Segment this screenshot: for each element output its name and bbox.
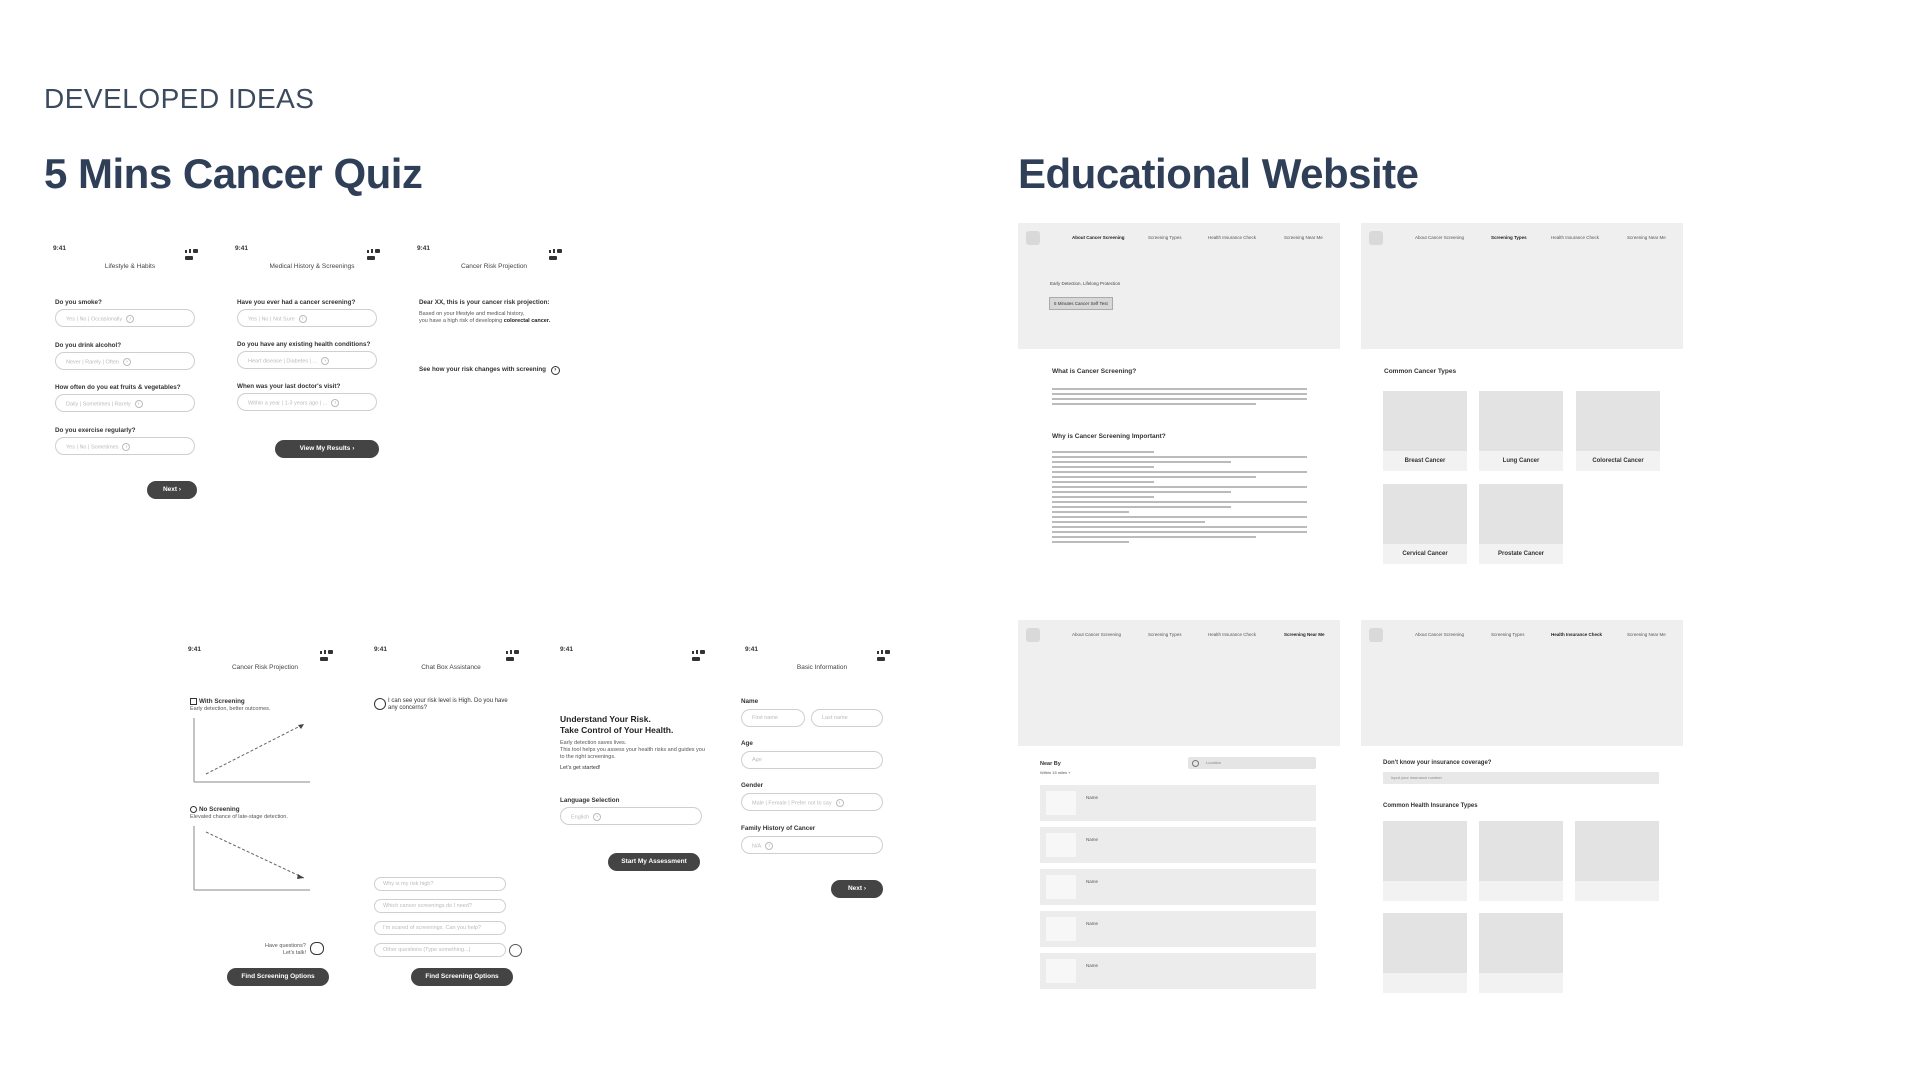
status-icons [365,246,389,251]
assistant-avatar-icon [374,698,386,710]
status-time: 9:41 [560,646,574,653]
chat-option[interactable]: Why is my risk high? [374,877,506,891]
nav-screening-types[interactable]: Screening Types [1148,632,1182,637]
nav-screening-types[interactable]: Screening Types [1148,235,1182,240]
find-screening-button[interactable]: Find Screening Options [411,968,513,986]
insurance-type-card[interactable] [1479,821,1563,901]
arrow-circle-icon: › [551,366,560,375]
field-placeholder: Male | Female | Prefer not to say [752,800,832,807]
field-placeholder: Yes | No | Not Sure [248,316,295,323]
no-screening-label: No Screening [190,806,240,813]
nav-near-me[interactable]: Screening Near Me [1627,235,1666,240]
hero-banner [1018,620,1340,746]
checkbox-icon [190,698,197,705]
field-placeholder: Daily | Sometimes | Rarely [66,401,131,408]
risk-type: colorectal cancer. [503,318,551,324]
screen-title: Lifestyle & Habits [104,263,156,270]
nav-insurance[interactable]: Health Insurance Check [1208,632,1257,637]
first-name-field[interactable]: First name [741,709,805,727]
status-time: 9:41 [745,646,759,653]
thumbnail [1046,875,1076,899]
status-time: 9:41 [374,646,388,653]
hero-banner [1018,223,1340,349]
screening-history-field[interactable] [237,309,377,327]
chat-icon[interactable] [310,942,324,955]
nav-insurance[interactable]: Health Insurance Check [1551,235,1600,240]
alcohol-field[interactable] [55,352,195,370]
chat-option[interactable]: Which cancer screenings do I need? [374,899,506,913]
field-placeholder: English [571,814,590,821]
self-test-button[interactable]: 5 Minutes Cancer Self Test [1049,297,1113,310]
logo [1026,628,1040,642]
next-button[interactable]: Next › [831,880,883,898]
hero-banner [1361,223,1683,349]
web-screening-types [1361,223,1683,583]
status-icons [318,647,342,652]
with-screening-graph [192,718,312,784]
fruits-field[interactable] [55,394,195,412]
nav-insurance[interactable]: Health Insurance Check [1208,235,1257,240]
screen-title: Basic Information [796,664,848,671]
cancer-types-heading: Common Cancer Types [1384,368,1457,375]
circle-x-icon [190,806,197,813]
chat-input[interactable]: Other questions (Type something...) [374,943,506,957]
gender-select[interactable] [741,793,883,811]
welcome-cta-text: Let's get started! [560,765,601,771]
cancer-type-card[interactable]: Prostate Cancer [1479,484,1563,564]
nav-screening-types[interactable]: Screening Types [1491,632,1525,637]
screen-chat-assistance [366,646,536,998]
chevron-icon: › [321,357,329,365]
logo [1369,628,1383,642]
next-button[interactable]: Next › [147,481,197,499]
body-text [1052,451,1307,546]
thumbnail [1046,833,1076,857]
nav-about[interactable]: About Cancer Screening [1072,632,1122,637]
nav-near-me[interactable]: Screening Near Me [1627,632,1666,637]
insurance-type-card[interactable] [1383,913,1467,993]
cancer-type-card[interactable]: Colorectal Cancer [1576,391,1660,471]
gender-label: Gender [741,782,764,789]
why-important-heading: Why is Cancer Screening Important? [1052,433,1166,440]
projection-line-1: Based on your lifestyle and medical history, [419,311,525,317]
screen-lifestyle-habits [45,245,215,545]
welcome-body: Early detection saves lives. This tool helps you assess your health risks and guides you to the right screenings. [560,740,705,760]
insurance-type-card[interactable] [1383,821,1467,901]
family-history-label: Family History of Cancer [741,825,816,832]
question-label: When was your last doctor's visit? [237,383,341,390]
family-history-select[interactable] [741,836,883,854]
nav-insurance[interactable]: Health Insurance Check [1551,632,1603,637]
screen-medical-history [227,245,397,545]
website-section-title: Educational Website [1018,150,1419,197]
start-assessment-button[interactable]: Start My Assessment [608,853,700,871]
conditions-field[interactable] [237,351,377,369]
find-screening-button[interactable]: Find Screening Options [227,968,329,986]
what-is-heading: What is Cancer Screening? [1052,368,1137,375]
exercise-field[interactable] [55,437,195,455]
last-name-field[interactable]: Last name [811,709,883,727]
tagline: Early Detection, Lifelong Protection [1050,281,1121,286]
thumbnail [1046,917,1076,941]
status-icons [547,246,571,251]
language-label: Language Selection [560,797,620,804]
question-label: Do you drink alcohol? [55,342,122,349]
location-pin-icon [1192,760,1199,767]
status-time: 9:41 [188,646,202,653]
status-icons [690,647,714,652]
screen-risk-projection [409,245,579,545]
questions-prompt: Have questions? Let's talk! [265,943,306,956]
chevron-icon: › [123,358,131,366]
screen-welcome [552,646,722,998]
thumbnail [1046,959,1076,983]
insurance-question-heading: Don't know your insurance coverage? [1383,760,1492,766]
assistant-message: I can see your risk level is High. Do you have any concerns? [388,698,508,711]
chevron-icon: › [135,400,143,408]
list-item[interactable]: Name [1040,827,1316,863]
list-item[interactable]: Name [1040,869,1316,905]
smoke-field[interactable] [55,309,195,327]
with-screening-sub: Early detection, better outcomes. [190,706,271,712]
insurance-types-heading: Common Health Insurance Types [1383,803,1478,809]
nav-about[interactable]: About Cancer Screening [1415,632,1465,637]
nav-about[interactable]: About Cancer Screening [1415,235,1465,240]
insurance-number-input[interactable]: Input your insurance number [1383,772,1659,784]
nav-about[interactable]: About Cancer Screening [1072,235,1125,240]
web-insurance-check [1361,620,1683,1000]
chevron-icon: › [593,813,601,821]
cancer-type-card[interactable]: Lung Cancer [1479,391,1563,471]
web-about-screening [1018,223,1340,583]
language-select[interactable] [560,807,702,825]
logo [1369,231,1383,245]
nav-near-me[interactable]: Screening Near Me [1284,235,1323,240]
body-text [1052,388,1307,408]
distance-filter[interactable]: Within 15 miles ˅ [1040,770,1071,775]
screen-risk-projection-chart [180,646,350,998]
quiz-section-title: 5 Mins Cancer Quiz [44,150,423,197]
chevron-icon: › [122,443,130,451]
section-overline: DEVELOPED IDEAS [44,83,315,114]
no-screening-sub: Elevated chance of late-stage detection. [190,814,288,820]
insurance-type-card[interactable] [1479,913,1563,993]
field-placeholder: Yes | No | Sometimes [66,444,119,451]
screen-title: Medical History & Screenings [269,263,355,270]
status-icons [183,246,207,251]
age-field[interactable]: Age [741,751,883,769]
nav-screening-types[interactable]: Screening Types [1491,235,1527,240]
screen-title: Chat Box Assistance [421,664,481,671]
question-label: Do you smoke? [55,299,102,306]
cancer-type-card[interactable]: Cervical Cancer [1383,484,1467,564]
near-by-heading: Near By [1040,761,1061,767]
no-screening-graph [192,826,312,892]
thumbnail [1046,791,1076,815]
projection-line-2: you have a high risk of developing colorectal cancer. [419,318,551,324]
hero-banner [1361,620,1683,746]
chevron-icon: › [836,799,844,807]
logo [1026,231,1040,245]
field-placeholder: Within a year | 1-3 years ago | ... [248,400,328,407]
status-time: 9:41 [53,245,67,252]
status-icons [875,647,899,652]
greeting: Dear XX, this is your cancer risk projection: [419,299,550,306]
screen-title: Cancer Risk Projection [460,263,528,270]
field-placeholder: Heart disease | Diabetes | ... [248,358,318,365]
user-avatar-icon [509,944,522,957]
screen-basic-information [737,646,907,998]
chevron-icon: › [331,399,339,407]
location-input[interactable]: Location [1188,757,1316,769]
name-label: Name [741,698,759,705]
chevron-icon: › [765,842,773,850]
list-item[interactable]: Name [1040,953,1316,989]
web-screening-near-me [1018,620,1340,1000]
cancer-type-card[interactable]: Breast Cancer [1383,391,1467,471]
view-results-button[interactable]: View My Results › [275,440,379,458]
nav-near-me[interactable]: Screening Near Me [1284,632,1325,637]
field-placeholder: N/A [752,843,762,850]
age-label: Age [741,740,753,747]
status-icons [504,647,528,652]
status-time: 9:41 [235,245,249,252]
chevron-icon: › [126,315,134,323]
list-item[interactable]: Name [1040,785,1316,821]
list-item[interactable]: Name [1040,911,1316,947]
status-time: 9:41 [417,245,431,252]
chat-option[interactable]: I'm scared of screenings. Can you help? [374,921,506,935]
question-label: Have you ever had a cancer screening? [237,299,356,306]
insurance-type-card[interactable] [1575,821,1659,901]
question-label: How often do you eat fruits & vegetables? [55,384,181,391]
question-label: Do you exercise regularly? [55,427,136,434]
doctor-visit-field[interactable] [237,393,377,411]
question-label: Do you have any existing health conditions? [237,341,371,348]
screening-link[interactable]: See how your risk changes with screening › [419,366,560,375]
field-placeholder: Yes | No | Occasionally [66,316,123,323]
screen-title: Cancer Risk Projection [231,664,299,671]
chevron-icon: › [299,315,307,323]
welcome-headline: Understand Your Risk. Take Control of Your Health. [560,714,674,735]
with-screening-label: With Screening [190,698,245,705]
field-placeholder: Never | Rarely | Often [66,359,119,366]
